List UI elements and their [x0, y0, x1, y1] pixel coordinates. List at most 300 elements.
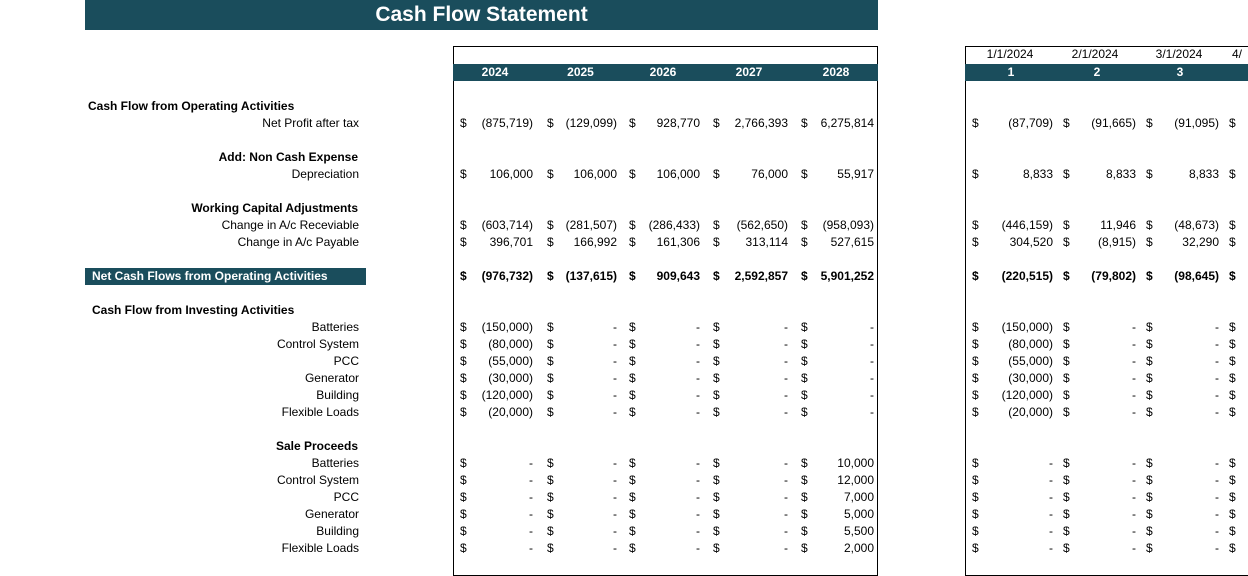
annual-cell	[629, 319, 700, 336]
monthly-cell-partial	[1229, 166, 1241, 183]
annual-cell	[460, 404, 533, 421]
currency-sign: $	[1063, 473, 1070, 487]
monthly-cell-partial	[1229, 404, 1241, 421]
currency-sign: $	[972, 116, 979, 130]
row-label: Change in A/c Receviable	[221, 218, 359, 232]
annual-value: -	[784, 388, 788, 402]
annual-cell	[547, 319, 617, 336]
row-label: Building	[316, 388, 359, 402]
monthly-cell	[1063, 353, 1136, 370]
annual-cell	[713, 115, 788, 132]
currency-sign: $	[629, 320, 636, 334]
annual-cell	[460, 166, 533, 183]
annual-cell	[801, 387, 874, 404]
currency-sign: $	[629, 167, 636, 181]
monthly-cell-partial	[1229, 268, 1241, 285]
annual-value: 166,992	[573, 235, 617, 249]
monthly-cell	[1063, 234, 1136, 251]
annual-cell	[801, 234, 874, 251]
table-row	[0, 166, 1248, 183]
row-label: Flexible Loads	[281, 405, 359, 419]
annual-cell	[801, 506, 874, 523]
annual-value: (281,507)	[565, 218, 617, 232]
annual-cell	[801, 268, 874, 285]
currency-sign: $	[547, 507, 554, 521]
monthly-cell	[972, 472, 1053, 489]
monthly-cell-partial	[1229, 217, 1241, 234]
monthly-value: 8,833	[1188, 167, 1219, 181]
annual-value: -	[784, 524, 788, 538]
table-row	[0, 370, 1248, 387]
table-row	[0, 404, 1248, 421]
monthly-value: -	[1049, 490, 1053, 504]
row-label: Generator	[304, 371, 359, 385]
monthly-cell	[972, 387, 1053, 404]
section-heading-working-capital: Working Capital Adjustments	[191, 201, 358, 215]
currency-sign: $	[801, 541, 808, 555]
annual-value: -	[696, 405, 700, 419]
currency-sign: $	[1146, 269, 1153, 283]
annual-cell	[801, 404, 874, 421]
annual-cell	[713, 268, 788, 285]
currency-sign: $	[1229, 269, 1236, 283]
monthly-value: -	[1049, 524, 1053, 538]
year-header: 2026	[649, 65, 677, 79]
currency-sign: $	[713, 541, 720, 555]
monthly-cell	[1146, 387, 1219, 404]
annual-value: 527,615	[830, 235, 874, 249]
monthly-cell	[1146, 523, 1219, 540]
currency-sign: $	[713, 371, 720, 385]
annual-value: (129,099)	[565, 116, 617, 130]
currency-sign: $	[629, 541, 636, 555]
annual-cell	[629, 234, 700, 251]
currency-sign: $	[1229, 167, 1236, 181]
currency-sign: $	[1146, 405, 1153, 419]
annual-cell	[629, 455, 700, 472]
month-date: 1/1/2024	[986, 47, 1034, 61]
currency-sign: $	[1063, 456, 1070, 470]
currency-sign: $	[713, 269, 720, 283]
annual-cell	[460, 234, 533, 251]
currency-sign: $	[801, 371, 808, 385]
currency-sign: $	[1063, 541, 1070, 555]
currency-sign: $	[629, 337, 636, 351]
currency-sign: $	[972, 388, 979, 402]
annual-cell	[801, 523, 874, 540]
currency-sign: $	[1146, 388, 1153, 402]
monthly-cell	[972, 370, 1053, 387]
annual-value: 7,000	[843, 490, 874, 504]
currency-sign: $	[801, 524, 808, 538]
currency-sign: $	[713, 490, 720, 504]
annual-value: -	[696, 388, 700, 402]
row-label: Net Profit after tax	[262, 116, 359, 130]
annual-value: -	[870, 405, 874, 419]
monthly-value: -	[1215, 541, 1219, 555]
monthly-cell	[972, 268, 1053, 285]
annual-value: (562,650)	[736, 218, 788, 232]
annual-value: (137,615)	[565, 269, 617, 283]
currency-sign: $	[629, 388, 636, 402]
monthly-cell	[1146, 404, 1219, 421]
currency-sign: $	[713, 337, 720, 351]
currency-sign: $	[801, 388, 808, 402]
currency-sign: $	[1229, 371, 1236, 385]
currency-sign: $	[629, 269, 636, 283]
currency-sign: $	[972, 235, 979, 249]
currency-sign: $	[547, 541, 554, 555]
page-title: Cash Flow Statement	[375, 3, 588, 26]
annual-value: 5,500	[843, 524, 874, 538]
monthly-value: -	[1132, 405, 1136, 419]
annual-value: -	[784, 456, 788, 470]
month-date: 3/1/2024	[1155, 47, 1203, 61]
annual-value: -	[613, 388, 617, 402]
currency-sign: $	[1146, 218, 1153, 232]
monthly-cell	[1146, 506, 1219, 523]
monthly-value: (220,515)	[1001, 269, 1053, 283]
annual-cell	[460, 370, 533, 387]
monthly-cell	[972, 115, 1053, 132]
monthly-cell-partial	[1229, 387, 1241, 404]
monthly-cell	[1146, 234, 1219, 251]
monthly-cell	[1146, 370, 1219, 387]
monthly-cell	[1063, 115, 1136, 132]
annual-value: (30,000)	[488, 371, 533, 385]
net-operating-label: Net Cash Flows from Operating Activities	[92, 269, 328, 283]
currency-sign: $	[1063, 507, 1070, 521]
monthly-cell-partial	[1229, 540, 1241, 557]
annual-value: -	[613, 371, 617, 385]
currency-sign: $	[547, 405, 554, 419]
annual-cell	[629, 523, 700, 540]
annual-value: (150,000)	[481, 320, 533, 334]
monthly-cell	[1146, 166, 1219, 183]
monthly-value: (30,000)	[1008, 371, 1053, 385]
annual-cell	[547, 217, 617, 234]
currency-sign: $	[547, 269, 554, 283]
monthly-cell	[1146, 115, 1219, 132]
monthly-cell	[972, 523, 1053, 540]
annual-value: -	[696, 507, 700, 521]
annual-value: (55,000)	[488, 354, 533, 368]
annual-value: 5,901,252	[820, 269, 874, 283]
year-header: 2025	[567, 65, 594, 79]
currency-sign: $	[1063, 405, 1070, 419]
annual-cell	[547, 166, 617, 183]
currency-sign: $	[460, 507, 467, 521]
currency-sign: $	[713, 218, 720, 232]
currency-sign: $	[1229, 218, 1236, 232]
row-label: PCC	[333, 490, 359, 504]
period-number: 1	[1007, 65, 1015, 79]
currency-sign: $	[547, 524, 554, 538]
monthly-value: 8,833	[1022, 167, 1053, 181]
annual-cell	[801, 115, 874, 132]
row-label: Flexible Loads	[281, 541, 359, 555]
annual-value: 12,000	[837, 473, 874, 487]
monthly-cell	[1063, 404, 1136, 421]
annual-value: 161,306	[656, 235, 700, 249]
annual-value: -	[696, 456, 700, 470]
monthly-value: (20,000)	[1008, 405, 1053, 419]
table-row	[0, 234, 1248, 251]
annual-cell	[713, 336, 788, 353]
monthly-value: (150,000)	[1001, 320, 1053, 334]
annual-value: -	[613, 490, 617, 504]
currency-sign: $	[460, 218, 467, 232]
annual-value: 6,275,814	[820, 116, 874, 130]
currency-sign: $	[547, 388, 554, 402]
table-row	[0, 319, 1248, 336]
annual-value: (976,732)	[481, 269, 533, 283]
currency-sign: $	[972, 320, 979, 334]
currency-sign: $	[801, 490, 808, 504]
annual-value: 106,000	[573, 167, 617, 181]
monthly-value: -	[1132, 541, 1136, 555]
annual-cell	[801, 540, 874, 557]
annual-cell	[460, 268, 533, 285]
annual-cell	[713, 387, 788, 404]
annual-cell	[629, 217, 700, 234]
monthly-value: (98,645)	[1174, 269, 1219, 283]
annual-cell	[713, 404, 788, 421]
currency-sign: $	[1063, 167, 1070, 181]
section-heading-sale-proceeds: Sale Proceeds	[275, 439, 358, 453]
currency-sign: $	[1146, 456, 1153, 470]
currency-sign: $	[1146, 167, 1153, 181]
section-heading-investing: Cash Flow from Investing Activities	[92, 303, 295, 317]
currency-sign: $	[801, 354, 808, 368]
currency-sign: $	[972, 473, 979, 487]
currency-sign: $	[1063, 337, 1070, 351]
table-row	[0, 336, 1248, 353]
annual-value: -	[784, 490, 788, 504]
annual-value: 55,917	[837, 167, 874, 181]
currency-sign: $	[972, 354, 979, 368]
monthly-value: (91,665)	[1091, 116, 1136, 130]
title-bar	[85, 0, 878, 30]
annual-cell	[801, 489, 874, 506]
annual-cell	[629, 268, 700, 285]
annual-value: -	[613, 456, 617, 470]
currency-sign: $	[713, 235, 720, 249]
currency-sign: $	[460, 524, 467, 538]
monthly-value: 304,520	[1009, 235, 1053, 249]
currency-sign: $	[547, 456, 554, 470]
annual-value: -	[696, 490, 700, 504]
currency-sign: $	[547, 235, 554, 249]
currency-sign: $	[1229, 354, 1236, 368]
month-date: 4/	[1232, 47, 1243, 61]
currency-sign: $	[1063, 218, 1070, 232]
monthly-cell	[1063, 472, 1136, 489]
period-number: 2	[1093, 65, 1101, 79]
table-row	[0, 540, 1248, 557]
annual-value: 5,000	[843, 507, 874, 521]
currency-sign: $	[1063, 524, 1070, 538]
annual-value: -	[870, 354, 874, 368]
currency-sign: $	[1146, 490, 1153, 504]
currency-sign: $	[972, 337, 979, 351]
monthly-value: (48,673)	[1174, 218, 1219, 232]
row-label: Building	[316, 524, 359, 538]
currency-sign: $	[1063, 490, 1070, 504]
monthly-cell	[1063, 217, 1136, 234]
currency-sign: $	[1063, 371, 1070, 385]
currency-sign: $	[1063, 388, 1070, 402]
row-label: Control System	[276, 473, 359, 487]
currency-sign: $	[713, 507, 720, 521]
currency-sign: $	[629, 371, 636, 385]
annual-value: 106,000	[489, 167, 533, 181]
monthly-value: (87,709)	[1008, 116, 1053, 130]
annual-cell	[629, 387, 700, 404]
annual-value: (875,719)	[481, 116, 533, 130]
monthly-cell	[1146, 353, 1219, 370]
currency-sign: $	[547, 116, 554, 130]
annual-cell	[460, 540, 533, 557]
currency-sign: $	[1063, 354, 1070, 368]
annual-cell	[460, 115, 533, 132]
row-label: Control System	[276, 337, 359, 351]
monthly-cell	[1146, 540, 1219, 557]
annual-value: -	[529, 541, 533, 555]
currency-sign: $	[801, 320, 808, 334]
annual-cell	[801, 336, 874, 353]
annual-cell	[801, 217, 874, 234]
monthly-cell-partial	[1229, 506, 1241, 523]
year-header: 2028	[822, 65, 850, 79]
row-label: Batteries	[311, 320, 359, 334]
annual-value: -	[784, 371, 788, 385]
section-heading-operating: Cash Flow from Operating Activities	[88, 99, 295, 113]
annual-value: -	[696, 354, 700, 368]
currency-sign: $	[629, 218, 636, 232]
annual-value: (603,714)	[481, 218, 533, 232]
currency-sign: $	[713, 388, 720, 402]
table-row	[0, 217, 1248, 234]
annual-cell	[547, 234, 617, 251]
currency-sign: $	[972, 269, 979, 283]
annual-cell	[460, 489, 533, 506]
currency-sign: $	[1146, 320, 1153, 334]
currency-sign: $	[801, 235, 808, 249]
annual-cell	[460, 217, 533, 234]
annual-value: -	[784, 541, 788, 555]
annual-cell	[713, 217, 788, 234]
annual-cell	[801, 319, 874, 336]
annual-value: -	[784, 405, 788, 419]
currency-sign: $	[1146, 507, 1153, 521]
annual-cell	[629, 540, 700, 557]
annual-value: 2,766,393	[734, 116, 788, 130]
currency-sign: $	[801, 167, 808, 181]
currency-sign: $	[629, 524, 636, 538]
currency-sign: $	[972, 218, 979, 232]
monthly-cell-partial	[1229, 319, 1241, 336]
currency-sign: $	[801, 456, 808, 470]
monthly-cell	[1063, 506, 1136, 523]
annual-value: -	[696, 337, 700, 351]
currency-sign: $	[1146, 371, 1153, 385]
annual-cell	[801, 353, 874, 370]
currency-sign: $	[1063, 269, 1070, 283]
annual-value: -	[784, 337, 788, 351]
monthly-value: -	[1215, 524, 1219, 538]
monthly-value: (8,915)	[1097, 235, 1136, 249]
annual-value: -	[784, 320, 788, 334]
annual-cell	[713, 489, 788, 506]
monthly-cell	[972, 319, 1053, 336]
currency-sign: $	[629, 490, 636, 504]
currency-sign: $	[629, 235, 636, 249]
currency-sign: $	[629, 405, 636, 419]
annual-cell	[547, 404, 617, 421]
monthly-value: -	[1132, 524, 1136, 538]
currency-sign: $	[801, 269, 808, 283]
currency-sign: $	[1229, 507, 1236, 521]
monthly-cell	[1146, 319, 1219, 336]
annual-value: -	[613, 473, 617, 487]
annual-cell	[801, 166, 874, 183]
monthly-value: (55,000)	[1008, 354, 1053, 368]
currency-sign: $	[972, 507, 979, 521]
monthly-value: -	[1215, 320, 1219, 334]
annual-value: 909,643	[656, 269, 700, 283]
annual-cell	[547, 506, 617, 523]
currency-sign: $	[972, 524, 979, 538]
table-row	[0, 472, 1248, 489]
annual-cell	[460, 472, 533, 489]
currency-sign: $	[460, 405, 467, 419]
annual-value: 396,701	[489, 235, 533, 249]
annual-cell	[460, 523, 533, 540]
annual-cell	[547, 472, 617, 489]
annual-value: (120,000)	[481, 388, 533, 402]
monthly-value: -	[1215, 507, 1219, 521]
currency-sign: $	[713, 456, 720, 470]
currency-sign: $	[460, 337, 467, 351]
annual-cell	[713, 353, 788, 370]
currency-sign: $	[1229, 337, 1236, 351]
annual-cell	[629, 353, 700, 370]
monthly-value: (120,000)	[1001, 388, 1053, 402]
currency-sign: $	[629, 456, 636, 470]
annual-cell	[629, 370, 700, 387]
currency-sign: $	[972, 490, 979, 504]
currency-sign: $	[713, 473, 720, 487]
annual-value: -	[696, 320, 700, 334]
monthly-cell	[1063, 489, 1136, 506]
annual-cell	[713, 455, 788, 472]
monthly-cell-partial	[1229, 370, 1241, 387]
annual-cell	[713, 319, 788, 336]
currency-sign: $	[713, 320, 720, 334]
annual-cell	[460, 455, 533, 472]
annual-value: -	[529, 490, 533, 504]
monthly-value: (446,159)	[1001, 218, 1053, 232]
currency-sign: $	[547, 490, 554, 504]
annual-cell	[629, 166, 700, 183]
currency-sign: $	[1146, 337, 1153, 351]
currency-sign: $	[713, 116, 720, 130]
annual-value: -	[784, 473, 788, 487]
monthly-cell	[972, 489, 1053, 506]
monthly-cell	[1063, 166, 1136, 183]
monthly-cell	[972, 353, 1053, 370]
